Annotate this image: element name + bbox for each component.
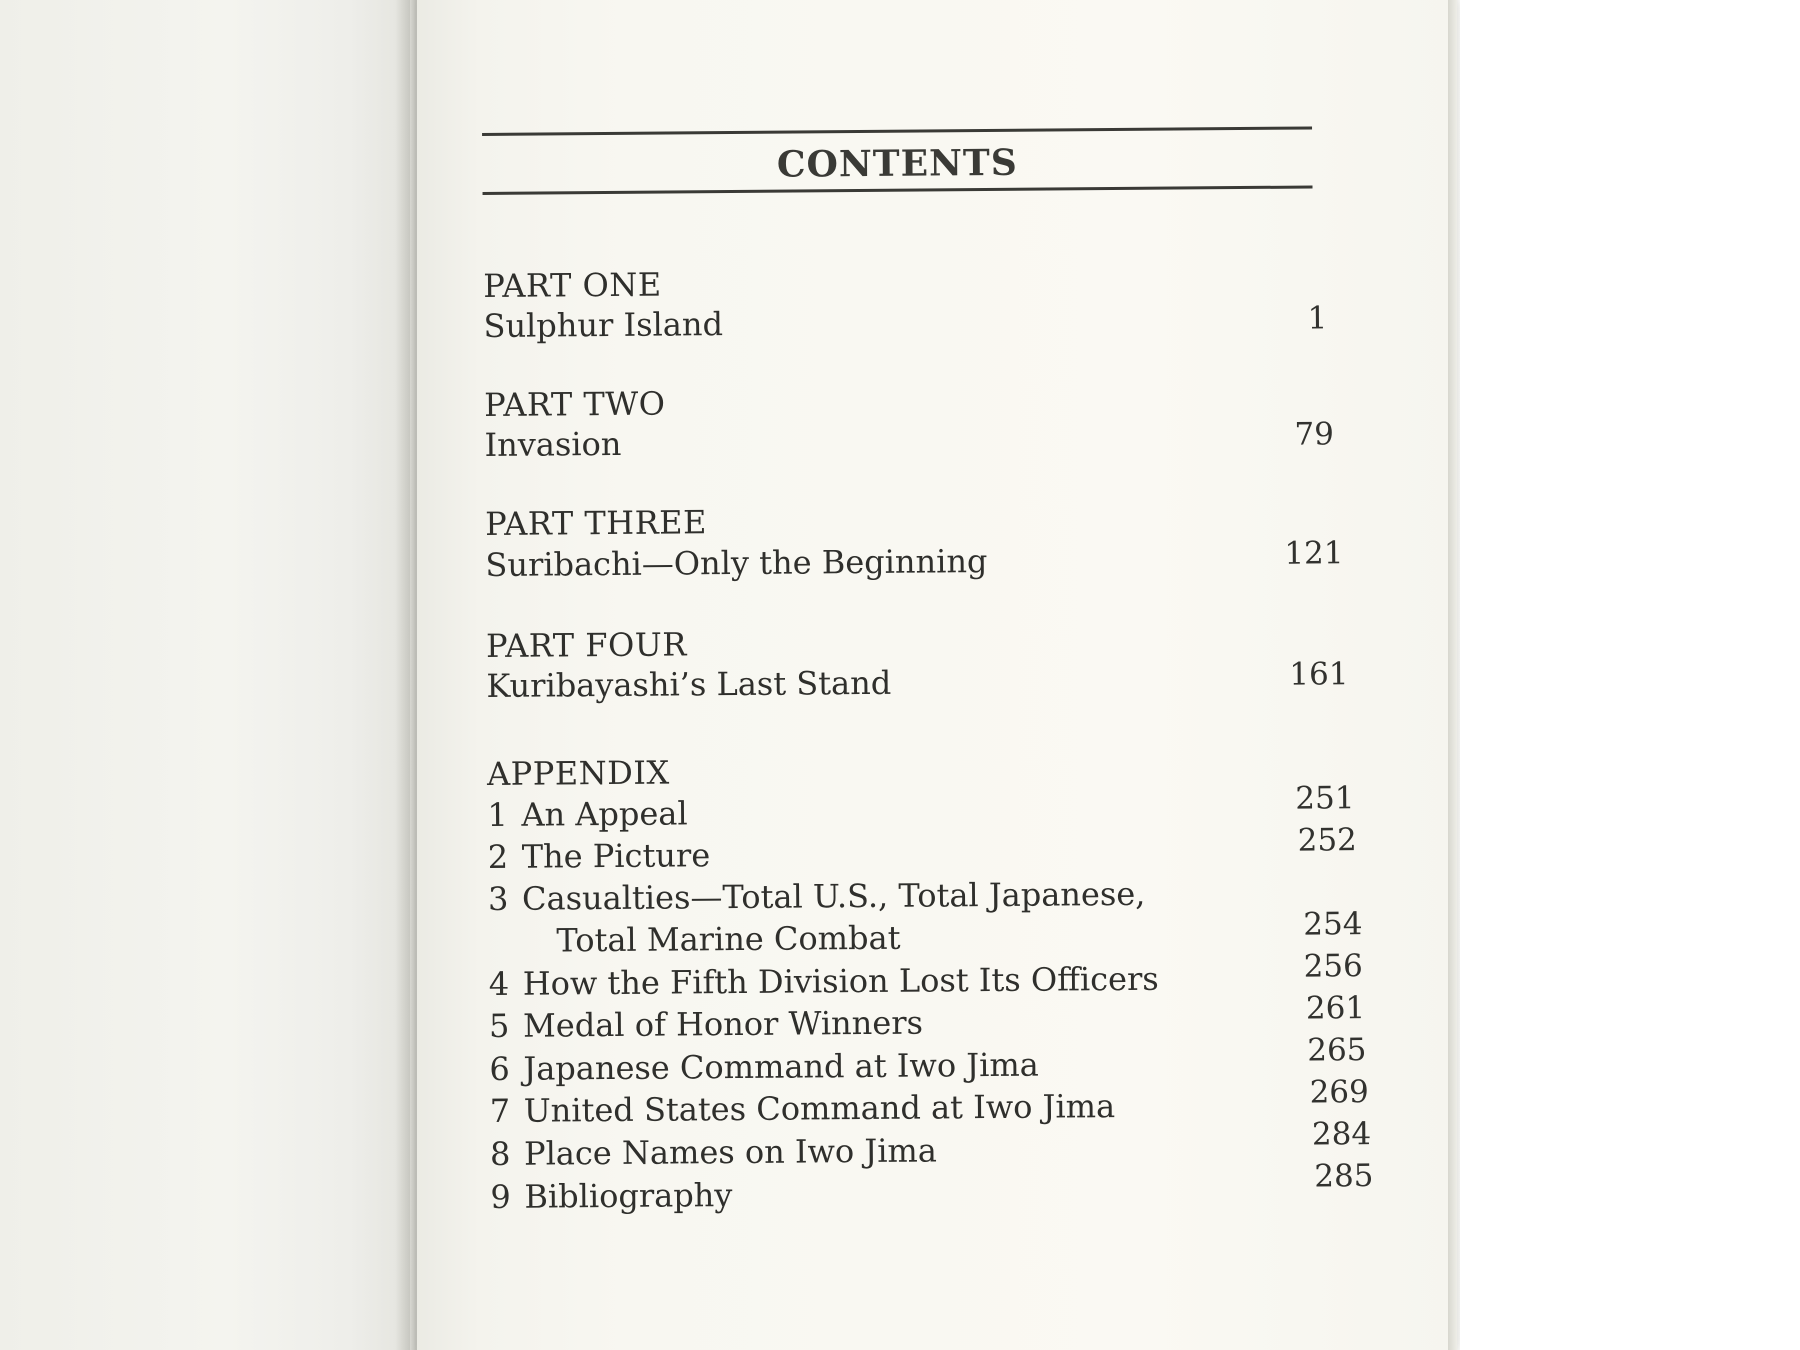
part-title: Kuribayashi’s Last Stand: [486, 663, 892, 705]
page-number: 252: [1297, 822, 1357, 859]
part-title: Invasion: [484, 424, 622, 464]
part-heading: PART THREE: [484, 503, 708, 543]
page-number: 79: [1294, 416, 1335, 453]
appendix-title: Japanese Command at Iwo Jima: [523, 1045, 1039, 1088]
appendix-item: [488, 1003, 924, 1045]
part-heading: PART ONE: [483, 265, 662, 305]
page-number: 285: [1314, 1158, 1374, 1195]
page-number: 284: [1311, 1116, 1372, 1153]
appendix-item: [489, 1131, 938, 1173]
appendix-item: [489, 1045, 1039, 1088]
appendix-number: 5: [488, 1006, 510, 1045]
appendix-title: Casualties—Total U.S., Total Japanese,: [521, 874, 1146, 918]
left-page: [0, 0, 410, 1350]
appendix-item: [487, 836, 711, 876]
page-number: 256: [1303, 948, 1363, 985]
appendix-number: 9: [490, 1177, 511, 1216]
appendix-number: 8: [489, 1134, 511, 1173]
part-title: Sulphur Island: [483, 305, 724, 345]
part-heading: PART FOUR: [485, 625, 687, 665]
appendix-item-continued: Total Marine Combat: [556, 918, 901, 960]
contents-title: CONTENTS: [776, 141, 1018, 186]
page-number: 1: [1307, 300, 1328, 337]
page-number: 121: [1284, 535, 1344, 572]
appendix-heading: APPENDIX: [486, 753, 670, 793]
appendix-item: [487, 794, 688, 834]
appendix-item: [489, 1087, 1116, 1130]
appendix-item: [488, 959, 1159, 1003]
appendix-number: 6: [489, 1049, 510, 1088]
appendix-title: Place Names on Iwo Jima: [523, 1131, 938, 1173]
page-number: 161: [1289, 656, 1349, 693]
title-top-rule: [482, 126, 1312, 136]
part-title: Suribachi—Only the Beginning: [485, 542, 988, 584]
white-backdrop: [1460, 0, 1800, 1350]
appendix-number: 1: [487, 795, 508, 834]
appendix-title: Medal of Honor Winners: [522, 1003, 924, 1045]
page-number: 265: [1307, 1032, 1367, 1069]
page-number: 254: [1303, 906, 1363, 943]
page-number: 269: [1309, 1074, 1369, 1111]
appendix-number: 3: [487, 879, 509, 918]
page-edge: [1448, 0, 1460, 1350]
table-of-contents: [482, 119, 1374, 1266]
appendix-title: Bibliography: [524, 1176, 733, 1216]
appendix-number: 4: [488, 964, 510, 1003]
appendix-number: 7: [489, 1091, 511, 1130]
appendix-number: 2: [487, 837, 509, 876]
appendix-title: An Appeal: [521, 794, 688, 834]
page-number: 261: [1305, 990, 1366, 1027]
appendix-title: How the Fifth Division Lost Its Officers: [522, 959, 1159, 1003]
page-number: 251: [1295, 780, 1355, 817]
appendix-item: [490, 1176, 733, 1216]
part-heading: PART TWO: [484, 384, 666, 424]
appendix-title: The Picture: [521, 836, 711, 876]
appendix-item: [487, 874, 1146, 918]
appendix-title: United States Command at Iwo Jima: [523, 1087, 1116, 1130]
